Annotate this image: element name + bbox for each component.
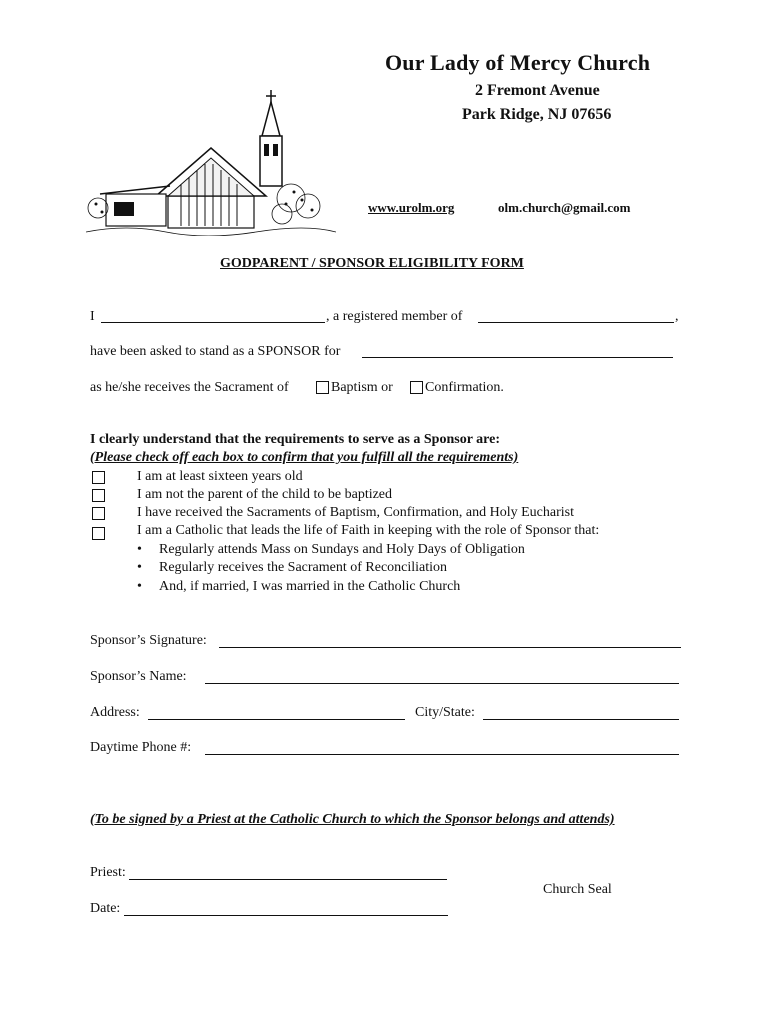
intro-suffix: , [675,309,679,324]
priest-label: Priest: [90,865,126,880]
church-name: Our Lady of Mercy Church [385,50,651,75]
intro-middle: , a registered member of [326,309,463,324]
form-title: GODPARENT / SPONSOR ELIGIBILITY FORM [220,256,524,271]
requirement-item: I have received the Sacraments of Baptism, Confirmation, and Holy Eucharist [137,505,574,520]
baptism-checkbox[interactable] [316,381,329,394]
sub-requirement: Regularly attends Mass on Sundays and Holy Days of Obligation [159,542,525,557]
city-state-label: City/State: [415,705,475,720]
requirement-checkbox[interactable] [92,507,105,520]
intro-line3: as he/she receives the Sacrament of [90,380,289,395]
name-label: Sponsor’s Name: [90,669,187,684]
city-state-field[interactable] [483,719,679,720]
phone-field[interactable] [205,754,679,755]
intro-line2: have been asked to stand as a SPONSOR for [90,344,341,359]
sub-requirement: Regularly receives the Sacrament of Reconciliation [159,560,448,575]
priest-signature-field[interactable] [129,879,447,880]
confirmation-label: Confirmation. [425,380,504,395]
date-label: Date: [90,901,121,916]
signature-field[interactable] [219,647,681,648]
sponsor-name-blank[interactable] [101,322,325,323]
requirement-checkbox[interactable] [92,471,105,484]
date-field[interactable] [124,915,448,916]
bullet-icon: • [137,579,142,594]
priest-note: (To be signed by a Priest at the Catholic Church to which the Sponsor belongs and attends) [90,812,615,827]
requirement-item: I am not the parent of the child to be baptized [137,487,393,502]
name-field[interactable] [205,683,679,684]
email-address: olm.church@gmail.com [498,200,631,215]
requirement-item: I am a Catholic that leads the life of Faith in keeping with the role of Sponsor that: [137,523,600,538]
requirement-item: I am at least sixteen years old [137,469,303,484]
bullet-icon: • [137,560,142,575]
church-seal-label: Church Seal [543,882,612,897]
phone-label: Daytime Phone #: [90,740,192,755]
parish-blank[interactable] [478,322,674,323]
baptism-label: Baptism or [331,380,393,395]
address-field[interactable] [148,719,405,720]
requirement-checkbox[interactable] [92,527,105,540]
requirements-heading: I clearly understand that the requirements to serve as a Sponsor are: [90,432,500,447]
intro-prefix: I [90,309,95,324]
signature-label: Sponsor’s Signature: [90,633,207,648]
bullet-icon: • [137,542,142,557]
requirement-checkbox[interactable] [92,489,105,502]
address-line1: 2 Fremont Avenue [475,82,600,99]
requirements-instruction: (Please check off each box to confirm that you fulfill all the requirements) [90,450,519,465]
website-link[interactable]: www.urolm.org [368,200,455,215]
address-label: Address: [90,705,140,720]
confirmation-checkbox[interactable] [410,381,423,394]
address-line2: Park Ridge, NJ 07656 [462,106,612,123]
sub-requirement: And, if married, I was married in the Catholic Church [159,579,461,594]
church-illustration [86,86,336,236]
candidate-blank[interactable] [362,357,673,358]
